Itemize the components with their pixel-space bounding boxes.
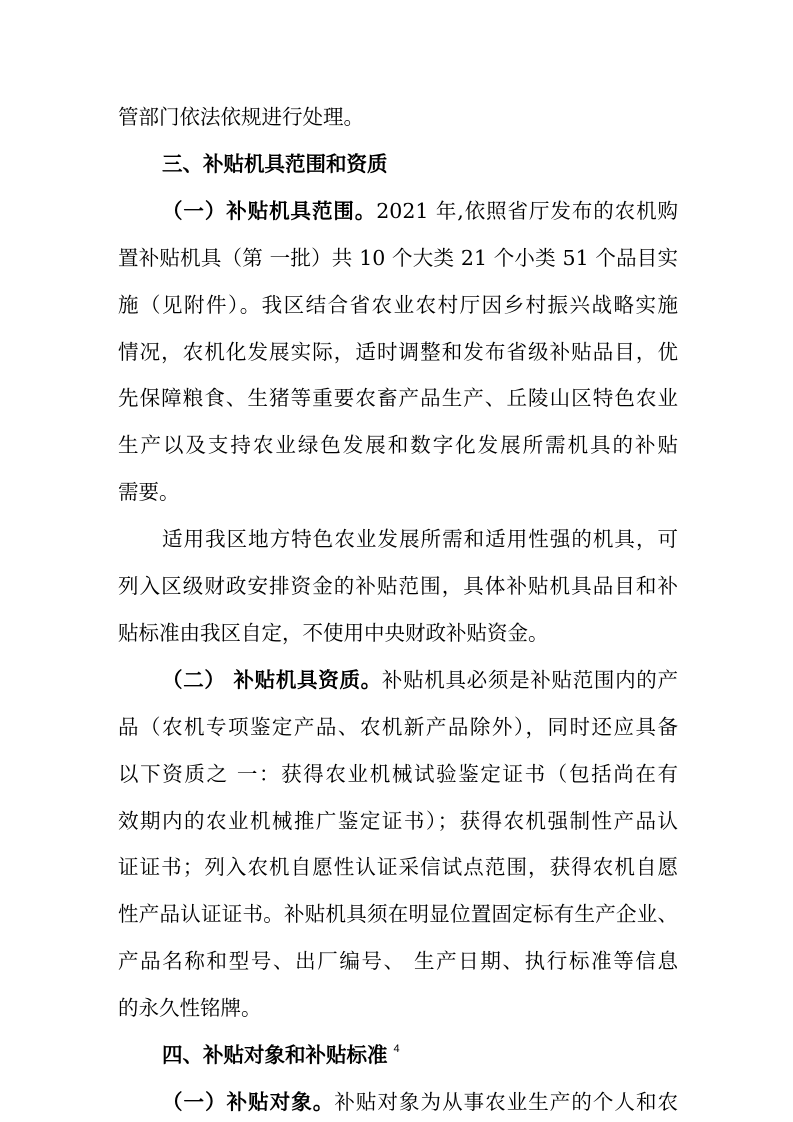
subsection-3-first-line [162,1089,678,1115]
paragraph-2-line: 贴标准由我区自定，不使用中央财政补贴资金。 [118,621,549,645]
subsection-1-line: 情况，农机化发展实际，适时调整和发布省级补贴品目，优 [118,340,678,364]
subsection-2-title: （二） 补贴机具资质。 [162,668,382,692]
subsection-2-line: 产品名称和型号、出厂编号、 生产日期、执行标准等信息 [118,949,678,973]
subsection-2-line: 的永久性铭牌。 [118,996,262,1020]
subsection-2-line: 性产品认证证书。补贴机具须在明显位置固定标有生产企业、 [118,902,678,926]
subsection-1-line: 先保障粮食、生猪等重要农畜产品生产、丘陵山区特色农业 [118,386,678,410]
subsection-2-line: 效期内的农业机械推广鉴定证书）；获得农机强制性产品认 [118,809,678,833]
subsection-2-line: 证证书；列入农机自愿性认证采信试点范围，获得农机自愿 [118,855,678,879]
subsection-2-line: 品（农机专项鉴定产品、农机新产品除外），同时还应具备 [118,715,678,739]
subsection-1-title: （一）补贴机具范围。 [162,199,377,223]
subsection-1-line: 施（见附件）。我区结合省农业农村厅因乡村振兴战略实施 [118,293,678,317]
subsection-1-first-line: （一）补贴机具范围。2021 年,依照省厅发布的农机购 [162,199,678,223]
subsection-2-first-line: （二） 补贴机具资质。补贴机具必须是补贴范围内的产 [162,668,678,692]
subsection-2-line: 以下资质之 一：获得农业机械试验鉴定证书（包括尚在有 [118,762,678,786]
section-heading-4: 四、补贴对象和补贴标准 [162,1043,388,1067]
subsection-1-line: 需要。 [118,480,180,504]
page-number: 4 [393,1043,400,1055]
subsection-3-text: 补贴对象为从事农业生产的个人和农 [334,1090,678,1114]
paragraph-2-line: 列入区级财政安排资金的补贴范围，具体补贴机具品目和补 [118,574,678,598]
section-heading-3: 三、补贴机具范围和资质 [162,152,388,176]
subsection-1-line: 置补贴机具（第 一批）共 10 个大类 21 个小类 51 个品目实 [118,246,678,270]
subsection-3-title: （一）补贴对象。 [162,1090,335,1114]
paragraph-2-first-line: 适用我区地方特色农业发展所需和适用性强的机具，可 [162,527,678,551]
subsection-1-line: 生产以及支持农业绿色发展和数字化发展所需机具的补贴 [118,433,678,457]
paragraph-continuation: 管部门依法依规进行处理。 [118,105,364,129]
